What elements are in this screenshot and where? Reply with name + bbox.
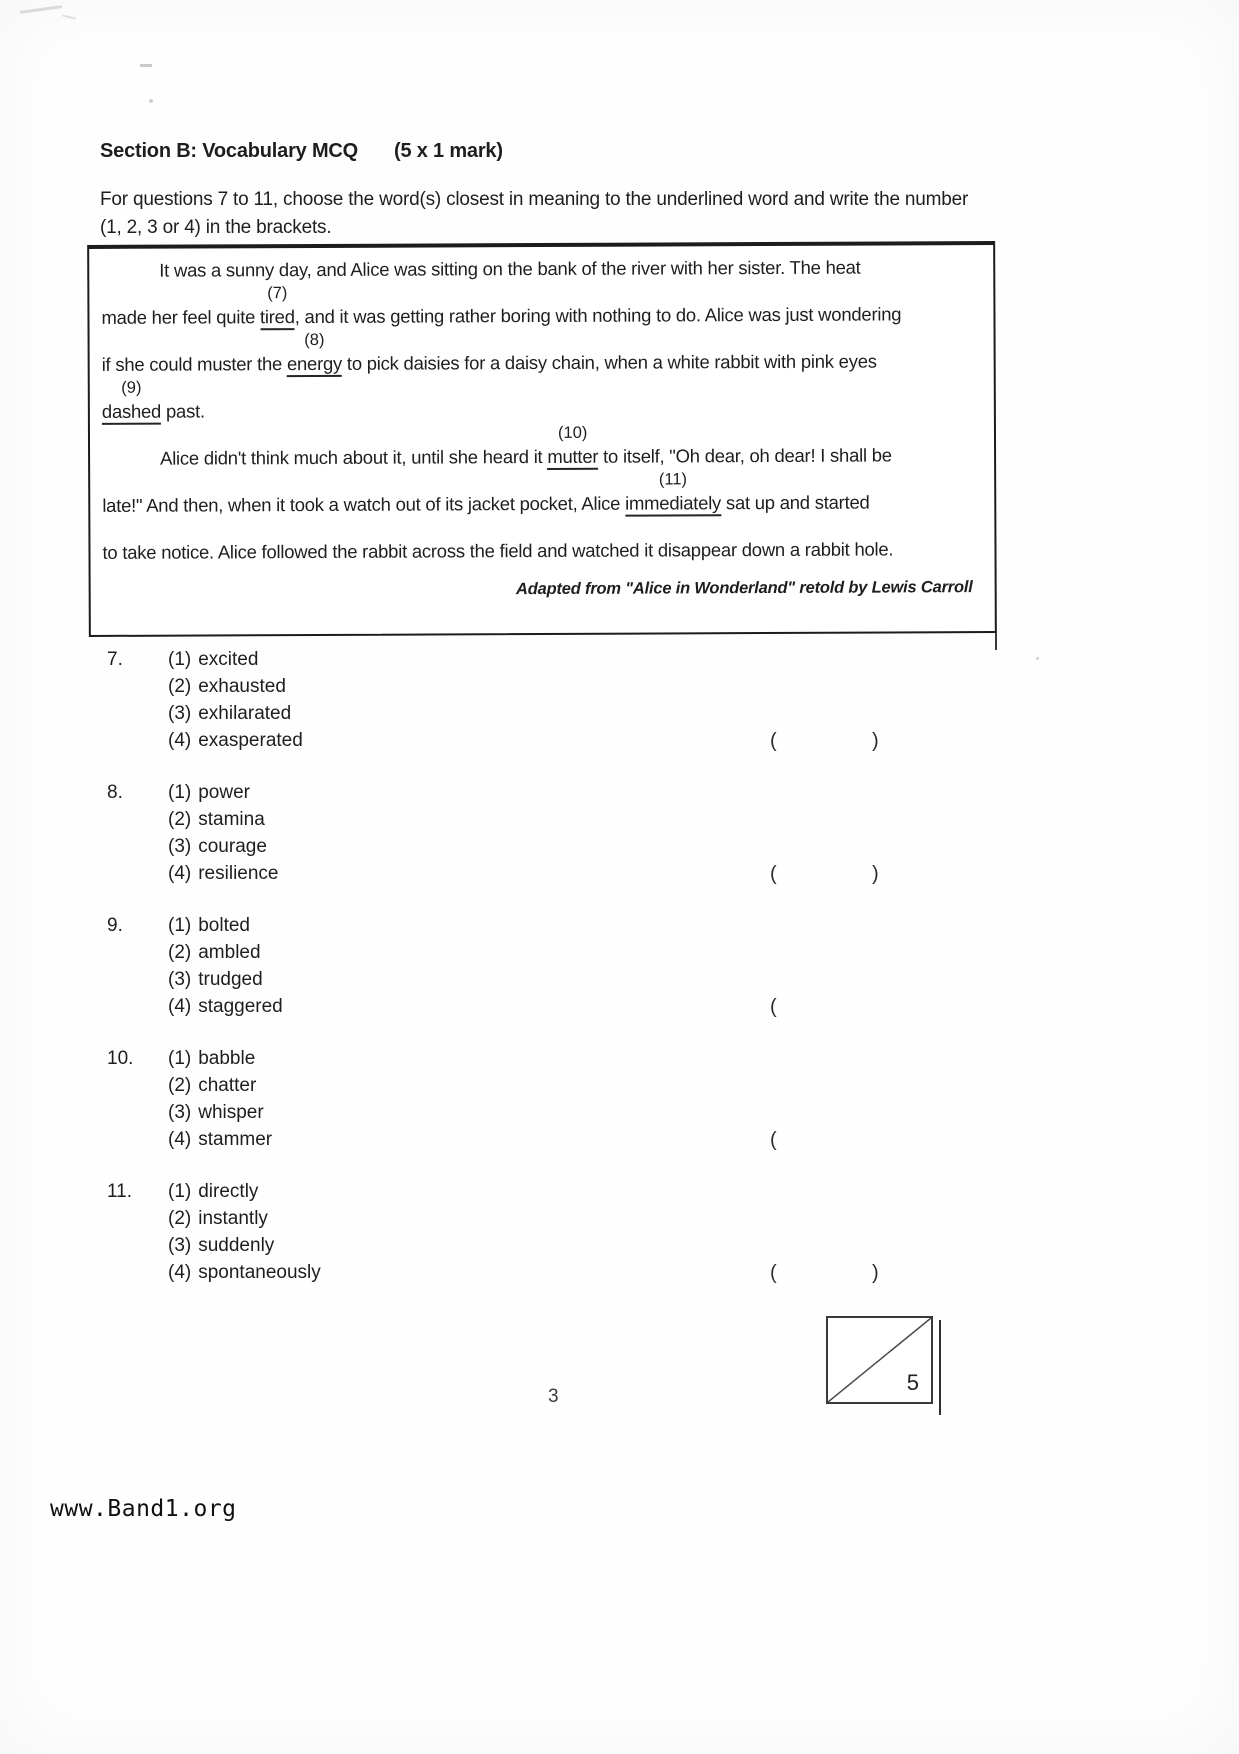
option-number: (4) <box>168 1262 192 1283</box>
instructions-text: For questions 7 to 11, choose the word(s) closest in meaning to the underlined word and write the number (1, 2, 3 or 4) in the brackets. <box>100 189 969 238</box>
option-row <box>168 646 303 673</box>
option-number: (4) <box>168 730 192 751</box>
option-number: (4) <box>168 996 192 1017</box>
option-number: (4) <box>168 863 192 884</box>
answer-bracket-right: ) <box>872 730 879 752</box>
option-number: (3) <box>168 703 192 724</box>
option-row <box>168 1072 272 1099</box>
option-text: courage <box>198 836 267 857</box>
option-row <box>168 700 303 727</box>
option-text: staggered <box>198 996 283 1017</box>
question-number: 7. <box>107 649 123 670</box>
scan-artifact <box>140 64 152 67</box>
passage-line <box>102 419 984 470</box>
passage-text-segment: late!" And then, when it took a watch out of its jacket pocket, Alice <box>102 492 626 516</box>
scan-artifact <box>20 5 62 14</box>
option-number: (3) <box>168 1235 192 1256</box>
passage-line <box>101 278 983 329</box>
answer-bracket-left: ( <box>770 730 777 752</box>
scan-artifact <box>1036 657 1039 660</box>
option-text: exhausted <box>198 676 286 697</box>
option-number: (4) <box>168 1129 192 1150</box>
passage-lines <box>101 245 984 564</box>
passage-line <box>102 372 984 423</box>
answer-bracket-right: ) <box>872 1262 879 1284</box>
option-text: stammer <box>198 1129 273 1150</box>
annotated-word <box>259 284 295 328</box>
option-row <box>168 833 279 860</box>
option-number: (2) <box>168 676 192 697</box>
options-list <box>168 1178 321 1286</box>
passage-line <box>102 325 984 376</box>
option-number: (2) <box>168 1075 192 1096</box>
scan-edge-line <box>939 1320 941 1415</box>
option-text: trudged <box>198 969 263 990</box>
options-list <box>168 646 303 754</box>
option-row <box>168 779 279 806</box>
option-text: power <box>198 782 250 803</box>
question-number: 10. <box>107 1048 134 1069</box>
option-number: (3) <box>168 969 192 990</box>
passage-text-segment: Alice didn't think much about it, until she heard it <box>160 445 548 469</box>
annotation-number: (8) <box>304 330 325 350</box>
option-text: spontaneously <box>198 1262 321 1283</box>
underlined-word: tired <box>260 306 295 330</box>
option-text: stamina <box>198 809 265 830</box>
passage-text-segment: made her feel quite <box>101 306 261 328</box>
annotated-word <box>625 470 722 514</box>
annotation-number: (11) <box>658 470 688 489</box>
option-text: ambled <box>198 942 261 963</box>
annotation-number: (10) <box>557 423 588 442</box>
passage-text-segment: to itself, "Oh dear, oh dear! I shall be <box>598 444 892 467</box>
option-row <box>168 673 303 700</box>
option-text: excited <box>198 649 259 670</box>
annotation-number: (9) <box>121 378 142 397</box>
passage-box <box>87 241 997 637</box>
question-10 <box>107 1045 917 1153</box>
section-marks: (5 x 1 mark) <box>394 140 503 162</box>
option-row <box>168 1259 321 1286</box>
option-number: (3) <box>168 836 192 857</box>
passage-text-segment: past. <box>161 400 205 422</box>
answer-bracket-left: ( <box>770 996 777 1018</box>
option-number: (1) <box>168 915 192 936</box>
question-number: 11. <box>107 1181 133 1202</box>
passage-text-segment: if she could muster the <box>101 353 287 375</box>
annotated-word <box>101 378 162 423</box>
option-row <box>168 1099 272 1126</box>
option-text: exasperated <box>198 730 303 751</box>
passage-text-segment: to take notice. Alice followed the rabbit across the field and watched it disappear down a rabbit hole. <box>102 538 894 563</box>
passage-line <box>102 513 984 564</box>
underlined-word: immediately <box>625 492 721 516</box>
underlined-word: dashed <box>102 401 161 425</box>
question-11 <box>107 1178 917 1286</box>
option-row <box>168 1232 321 1259</box>
answer-bracket-left: ( <box>770 1129 777 1151</box>
option-row <box>168 860 279 887</box>
options-list <box>168 779 279 887</box>
option-row <box>168 912 283 939</box>
option-number: (1) <box>168 1048 192 1069</box>
options-list <box>168 912 283 1020</box>
answer-bracket-left: ( <box>770 863 777 885</box>
option-text: suddenly <box>198 1235 275 1256</box>
questions <box>107 646 917 1311</box>
option-number: (2) <box>168 1208 192 1229</box>
passage-line <box>102 466 984 517</box>
scan-artifact <box>149 99 153 103</box>
option-text: resilience <box>198 863 279 884</box>
watermark-url: www.Band1.org <box>50 1496 237 1522</box>
passage-text-segment: It was a sunny day, and Alice was sitting on the bank of the river with her sister. The heat <box>159 256 861 281</box>
underlined-word: mutter <box>547 446 598 470</box>
option-text: babble <box>198 1048 256 1069</box>
option-row <box>168 1045 272 1072</box>
underlined-word: energy <box>287 353 342 377</box>
option-row <box>168 806 279 833</box>
option-number: (1) <box>168 782 192 803</box>
option-row <box>168 966 283 993</box>
annotated-word <box>547 423 599 468</box>
section-header <box>100 140 503 163</box>
question-9 <box>107 912 917 1020</box>
option-text: whisper <box>198 1102 264 1123</box>
question-8 <box>107 779 917 887</box>
answer-bracket-right: ) <box>872 863 879 885</box>
score-total: 5 <box>906 1370 919 1395</box>
passage-text-segment: sat up and started <box>720 491 870 514</box>
answer-bracket-left: ( <box>770 1262 777 1284</box>
option-text: directly <box>198 1181 259 1202</box>
score-box <box>826 1316 933 1404</box>
annotated-word <box>286 330 343 375</box>
option-row <box>168 1126 272 1153</box>
option-number: (3) <box>168 1102 192 1123</box>
option-row <box>168 1205 321 1232</box>
annotation-number: (7) <box>267 284 288 303</box>
option-number: (2) <box>168 809 192 830</box>
option-number: (1) <box>168 1181 192 1202</box>
scan-artifact <box>62 14 76 19</box>
option-row <box>168 939 283 966</box>
question-number: 8. <box>107 782 123 803</box>
passage-attribution: Adapted from "Alice in Wonderland" retold by Lewis Carroll <box>515 578 973 599</box>
option-text: bolted <box>198 915 251 936</box>
option-text: instantly <box>198 1208 268 1229</box>
question-number: 9. <box>107 915 123 936</box>
question-7 <box>107 646 917 754</box>
passage-text-segment: to pick daisies for a daisy chain, when a white rabbit with pink eyes <box>341 350 877 374</box>
option-number: (1) <box>168 649 192 670</box>
option-number: (2) <box>168 942 192 963</box>
section-title: Section B: Vocabulary MCQ <box>100 140 359 162</box>
option-row <box>168 993 283 1020</box>
passage-line <box>101 245 983 282</box>
passage-text-segment: , and it was getting rather boring with nothing to do. Alice was just wondering <box>294 303 902 328</box>
option-row <box>168 1178 321 1205</box>
option-text: chatter <box>198 1075 257 1096</box>
option-text: exhilarated <box>198 703 292 724</box>
options-list <box>168 1045 272 1153</box>
page-number: 3 <box>548 1386 559 1407</box>
option-row <box>168 727 303 754</box>
